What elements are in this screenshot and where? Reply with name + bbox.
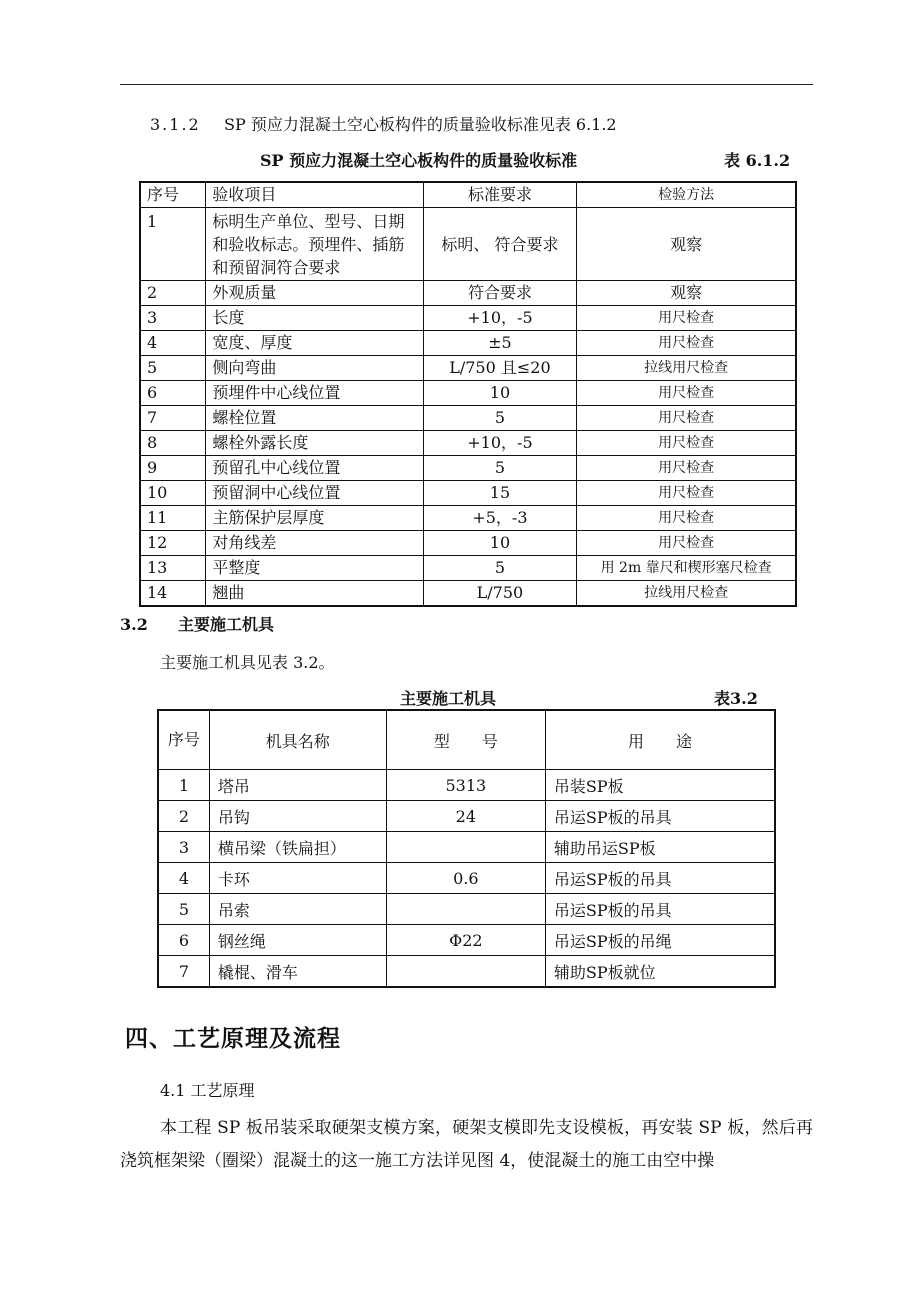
header-cell: 型 号 <box>386 710 545 770</box>
row-number: 3 <box>140 306 206 331</box>
row-method: 用尺检查 <box>577 481 796 506</box>
row-standard: 15 <box>423 481 577 506</box>
table-row <box>158 894 775 925</box>
header-rule <box>120 84 813 85</box>
row-name: 横吊梁（铁扁担） <box>209 832 386 863</box>
table-row <box>140 581 796 607</box>
row-method: 拉线用尺检查 <box>577 581 796 607</box>
header-cell: 机具名称 <box>209 710 386 770</box>
row-number: 11 <box>140 506 206 531</box>
section-3-2-heading <box>120 612 274 635</box>
row-method: 观察 <box>577 281 796 306</box>
section-number: 3.2 <box>120 615 148 634</box>
header-cell: 序号 <box>140 182 206 208</box>
row-name: 塔吊 <box>209 770 386 801</box>
row-item: 预留孔中心线位置 <box>206 456 423 481</box>
row-number: 4 <box>140 331 206 356</box>
section-3-1-2-heading <box>150 112 617 135</box>
row-model <box>386 832 545 863</box>
row-name: 吊索 <box>209 894 386 925</box>
row-number: 4 <box>158 863 209 894</box>
row-item: 主筋保护层厚度 <box>206 506 423 531</box>
row-method: 用尺检查 <box>577 331 796 356</box>
table-row <box>140 556 796 581</box>
row-number: 14 <box>140 581 206 607</box>
row-item: 平整度 <box>206 556 423 581</box>
row-number: 1 <box>140 208 206 281</box>
table-header-row <box>140 182 796 208</box>
equipment-table <box>157 709 776 988</box>
table-row <box>140 456 796 481</box>
chapter-4-heading: 四、工艺原理及流程 <box>125 1025 341 1052</box>
row-method: 用尺检查 <box>577 531 796 556</box>
row-item: 预留洞中心线位置 <box>206 481 423 506</box>
row-item: 对角线差 <box>206 531 423 556</box>
table-row <box>158 956 775 988</box>
table-row <box>140 281 796 306</box>
row-number: 12 <box>140 531 206 556</box>
row-standard: 5 <box>423 556 577 581</box>
row-number: 9 <box>140 456 206 481</box>
row-method: 用 2m 靠尺和楔形塞尺检查 <box>577 556 796 581</box>
header-cell: 检验方法 <box>577 182 796 208</box>
section-3-2-text: 主要施工机具见表 3.2。 <box>160 653 335 672</box>
table-row <box>140 506 796 531</box>
row-method: 用尺检查 <box>577 456 796 481</box>
row-number: 5 <box>158 894 209 925</box>
row-method: 用尺检查 <box>577 406 796 431</box>
row-name: 钢丝绳 <box>209 925 386 956</box>
row-number: 7 <box>158 956 209 988</box>
row-standard: +10，-5 <box>423 431 577 456</box>
row-use: 吊装SP板 <box>545 770 775 801</box>
header-cell: 验收项目 <box>206 182 423 208</box>
row-method: 用尺检查 <box>577 306 796 331</box>
header-cell: 用 途 <box>545 710 775 770</box>
table1-title: SP 预应力混凝土空心板构件的质量验收标准 <box>260 151 578 170</box>
table-row <box>140 406 796 431</box>
row-number: 13 <box>140 556 206 581</box>
table2-title: 主要施工机具 <box>400 689 497 708</box>
row-item: 标明生产单位、型号、日期和验收标志。预埋件、插筋和预留洞符合要求 <box>206 208 423 281</box>
table-row <box>140 331 796 356</box>
row-item: 翘曲 <box>206 581 423 607</box>
row-use: 吊运SP板的吊绳 <box>545 925 775 956</box>
row-standard: 5 <box>423 456 577 481</box>
section-title: 主要施工机具 <box>178 615 275 634</box>
section-text: SP 预应力混凝土空心板构件的质量验收标准见表 6.1.2 <box>224 115 617 134</box>
row-method: 用尺检查 <box>577 381 796 406</box>
row-method: 用尺检查 <box>577 431 796 456</box>
table-row <box>158 832 775 863</box>
row-number: 2 <box>140 281 206 306</box>
row-use: 吊运SP板的吊具 <box>545 801 775 832</box>
row-item: 长度 <box>206 306 423 331</box>
row-standard: +10，-5 <box>423 306 577 331</box>
table-row <box>140 356 796 381</box>
row-model: 5313 <box>386 770 545 801</box>
row-model: 24 <box>386 801 545 832</box>
row-model <box>386 956 545 988</box>
row-name: 卡环 <box>209 863 386 894</box>
row-standard: +5，-3 <box>423 506 577 531</box>
row-method: 拉线用尺检查 <box>577 356 796 381</box>
table1-number: 表 6.1.2 <box>724 151 791 170</box>
row-use: 吊运SP板的吊具 <box>545 863 775 894</box>
row-standard: 符合要求 <box>423 281 577 306</box>
row-item: 侧向弯曲 <box>206 356 423 381</box>
header-cell: 标准要求 <box>423 182 577 208</box>
quality-acceptance-table <box>139 181 797 607</box>
table-row <box>140 381 796 406</box>
table-row <box>158 770 775 801</box>
row-standard: L/750 <box>423 581 577 607</box>
table-row <box>140 306 796 331</box>
table-row <box>158 863 775 894</box>
row-use: 辅助吊运SP板 <box>545 832 775 863</box>
row-item: 螺栓外露长度 <box>206 431 423 456</box>
row-standard: ±5 <box>423 331 577 356</box>
row-method: 观察 <box>577 208 796 281</box>
row-number: 3 <box>158 832 209 863</box>
row-standard: 5 <box>423 406 577 431</box>
row-number: 8 <box>140 431 206 456</box>
row-model: 0.6 <box>386 863 545 894</box>
row-number: 10 <box>140 481 206 506</box>
row-name: 吊钩 <box>209 801 386 832</box>
row-use: 吊运SP板的吊具 <box>545 894 775 925</box>
section-4-1-heading: 4.1 工艺原理 <box>160 1081 255 1100</box>
row-standard: 10 <box>423 381 577 406</box>
section-number: 3.1.2 <box>150 115 201 134</box>
row-standard: 10 <box>423 531 577 556</box>
table-row <box>140 208 796 281</box>
row-model <box>386 894 545 925</box>
table-row <box>140 481 796 506</box>
row-item: 螺栓位置 <box>206 406 423 431</box>
header-cell: 序号 <box>158 710 209 770</box>
row-method: 用尺检查 <box>577 506 796 531</box>
row-number: 1 <box>158 770 209 801</box>
row-number: 6 <box>140 381 206 406</box>
table-row <box>140 531 796 556</box>
row-name: 橇棍、滑车 <box>209 956 386 988</box>
row-use: 辅助SP板就位 <box>545 956 775 988</box>
table-row <box>140 431 796 456</box>
table2-number: 表3.2 <box>714 689 758 708</box>
row-number: 2 <box>158 801 209 832</box>
row-item: 预埋件中心线位置 <box>206 381 423 406</box>
row-number: 6 <box>158 925 209 956</box>
row-item: 外观质量 <box>206 281 423 306</box>
table-row <box>158 801 775 832</box>
row-model: Φ22 <box>386 925 545 956</box>
table-header-row <box>158 710 775 770</box>
row-standard: 标明、 符合要求 <box>423 208 577 281</box>
body-paragraph: 本工程 SP 板吊装采取硬架支模方案，硬架支模即先支设模板，再安装 SP 板，然后再浇筑框架梁（圈梁）混凝土的这一施工方法详见图 4，使混凝土的施工由空中操 <box>120 1118 813 1171</box>
row-number: 5 <box>140 356 206 381</box>
row-item: 宽度、厚度 <box>206 331 423 356</box>
row-number: 7 <box>140 406 206 431</box>
row-standard: L/750 且≤20 <box>423 356 577 381</box>
table-row <box>158 925 775 956</box>
